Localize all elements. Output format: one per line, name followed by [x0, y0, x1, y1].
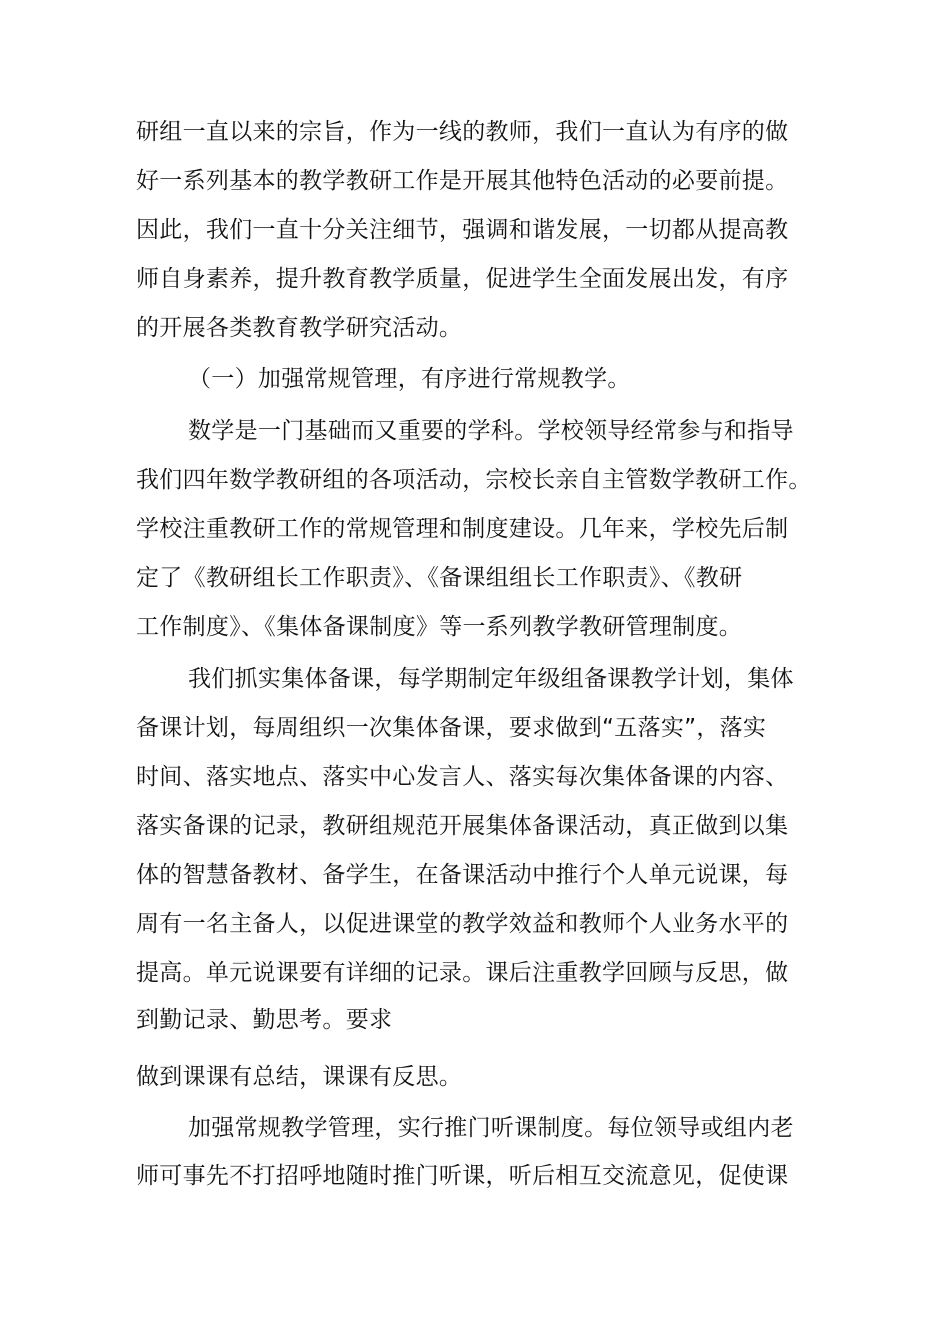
- text-line: 加强常规教学管理，实行推门听课制度。每位领导或组内老: [188, 1115, 794, 1141]
- text-line: 研组一直以来的宗旨，作为一线的教师，我们一直认为有序的做: [136, 119, 789, 145]
- text-line: 好一系列基本的教学教研工作是开展其他特色活动的必要前提。: [136, 168, 789, 194]
- text-line: 体的智慧备教材、备学生，在备课活动中推行个人单元说课，每: [136, 862, 789, 888]
- text-line: 落实备课的记录，教研组规范开展集体备课活动，真正做到以集: [136, 813, 789, 839]
- text-line: 周有一名主备人，以促进课堂的教学效益和教师个人业务水平的: [136, 911, 789, 937]
- text-line: 时间、落实地点、落实中心发言人、落实每次集体备课的内容、: [136, 764, 789, 790]
- text-line: 做到课课有总结，课课有反思。: [136, 1064, 463, 1090]
- text-line: 师可事先不打招呼地随时推门听课，听后相互交流意见，促使课: [136, 1163, 789, 1189]
- text-line: 师自身素养，提升教育教学质量，促进学生全面发展出发，有序: [136, 266, 789, 292]
- text-line: 学校注重教研工作的常规管理和制度建设。几年来，学校先后制: [136, 516, 789, 542]
- text-line: 工作制度》、《集体备课制度》等一系列教学教研管理制度。: [136, 614, 743, 640]
- text-line: 我们抓实集体备课，每学期制定年级组备课教学计划，集体: [188, 666, 794, 692]
- text-line: 的开展各类教育教学研究活动。: [136, 315, 463, 341]
- text-line: 备课计划，每周组织一次集体备课，要求做到“五落实”，落实: [136, 715, 767, 741]
- text-line: 我们四年数学教研组的各项活动，宗校长亲自主管数学教研工作。: [136, 467, 812, 493]
- section-heading: （一）加强常规管理，有序进行常规教学。: [188, 366, 631, 392]
- text-line: 提高。单元说课要有详细的记录。课后注重教学回顾与反思，做: [136, 960, 789, 986]
- text-line: 数学是一门基础而又重要的学科。学校领导经常参与和指导: [188, 418, 794, 444]
- text-line: 定了《教研组长工作职责》、《备课组组长工作职责》、《教研: [136, 565, 743, 591]
- text-line: 到勤记录、勤思考。要求: [136, 1007, 393, 1033]
- text-line: 因此，我们一直十分关注细节，强调和谐发展，一切都从提高教: [136, 217, 789, 243]
